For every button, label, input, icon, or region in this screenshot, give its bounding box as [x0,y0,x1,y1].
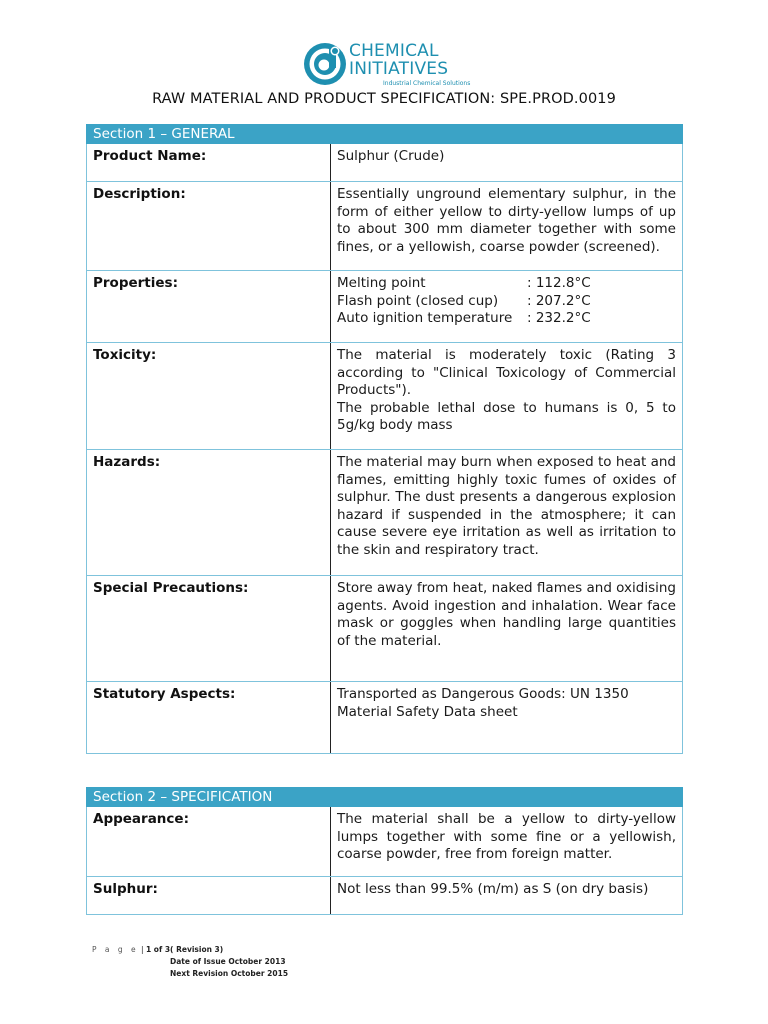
company-logo [303,42,473,90]
table-row [87,807,683,877]
page-label: P a g e [92,945,139,954]
hazards-value: The material may burn when exposed to heat and flames, emitting highly toxic fumes of oxides of sulphur. The dust presents a dangerous explosion hazard if suspended in the atmosphere; it can cause severe eye irritation as well as irritation to the skin and respiratory tract. [331,450,683,576]
table-row [87,271,683,343]
hazards-label: Hazards: [87,450,331,576]
page-info: 1 of 3( Revision 3) [145,945,224,954]
property-name: Melting point [337,275,426,291]
table-row [87,682,683,754]
footer-separator: | [141,945,146,954]
description-label: Description: [87,182,331,271]
date-of-issue: Date of Issue October 2013 [170,957,286,966]
chemical-initiatives-logo-icon [303,42,347,86]
section-1-header: Section 1 – GENERAL [87,125,683,144]
table-row [87,343,683,450]
product-name-label: Product Name: [87,144,331,182]
statutory-aspects-label: Statutory Aspects: [87,682,331,754]
statutory-line-1: Transported as Dangerous Goods: UN 1350 [337,686,629,702]
statutory-aspects-value [331,682,683,754]
table-row [87,144,683,182]
properties-label: Properties: [87,271,331,343]
section-1-table [86,124,683,754]
section-2-table [86,787,683,915]
property-value: : 232.2°C [527,310,591,327]
logo-tagline: Industrial Chemical Solutions [383,80,471,87]
sulphur-label: Sulphur: [87,877,331,915]
property-name: Auto ignition temperature [337,310,513,327]
document-title: RAW MATERIAL AND PRODUCT SPECIFICATION: SPE.PROD.0019 [152,91,616,107]
property-auto-ignition [337,310,676,328]
property-melting-point [337,275,676,293]
property-value: : 207.2°C [527,292,591,309]
property-flash-point [337,293,676,311]
toxicity-line-2: The probable lethal dose to humans is 0, 5 to 5g/kg body mass [337,399,676,434]
special-precautions-label: Special Precautions: [87,576,331,682]
property-name: Flash point (closed cup) [337,292,499,309]
properties-value [331,271,683,343]
logo-name-line2: INITIATIVES [349,59,449,79]
table-row [87,450,683,576]
section-2-header: Section 2 – SPECIFICATION [87,788,683,807]
appearance-value: The material shall be a yellow to dirty-yellow lumps together with some fine or a yellowish, coarse powder, free from foreign matter. [331,807,683,877]
appearance-label: Appearance: [87,807,331,877]
page-footer [92,944,288,980]
table-row [87,182,683,271]
logo-name-line1: CHEMICAL [349,41,439,61]
toxicity-value [331,343,683,450]
sulphur-value: Not less than 99.5% (m/m) as S (on dry basis) [331,877,683,915]
next-revision: Next Revision October 2015 [170,969,289,978]
special-precautions-value: Store away from heat, naked flames and oxidising agents. Avoid ingestion and inhalation. Wear face mask or goggles when handling large quantities of the material. [331,576,683,682]
statutory-line-2: Material Safety Data sheet [337,703,518,720]
toxicity-line-1: The material is moderately toxic (Rating 3 according to "Clinical Toxicology of Commercial Products"). [337,347,676,399]
property-value: : 112.8°C [527,275,591,291]
description-value: Essentially unground elementary sulphur, in the form of either yellow to dirty-yellow lumps of up to about 300 mm diameter together with some fines, or a yellowish, coarse powder (screened). [331,182,683,271]
table-row [87,576,683,682]
table-row [87,877,683,915]
toxicity-label: Toxicity: [87,343,331,450]
product-name-value: Sulphur (Crude) [331,144,683,182]
